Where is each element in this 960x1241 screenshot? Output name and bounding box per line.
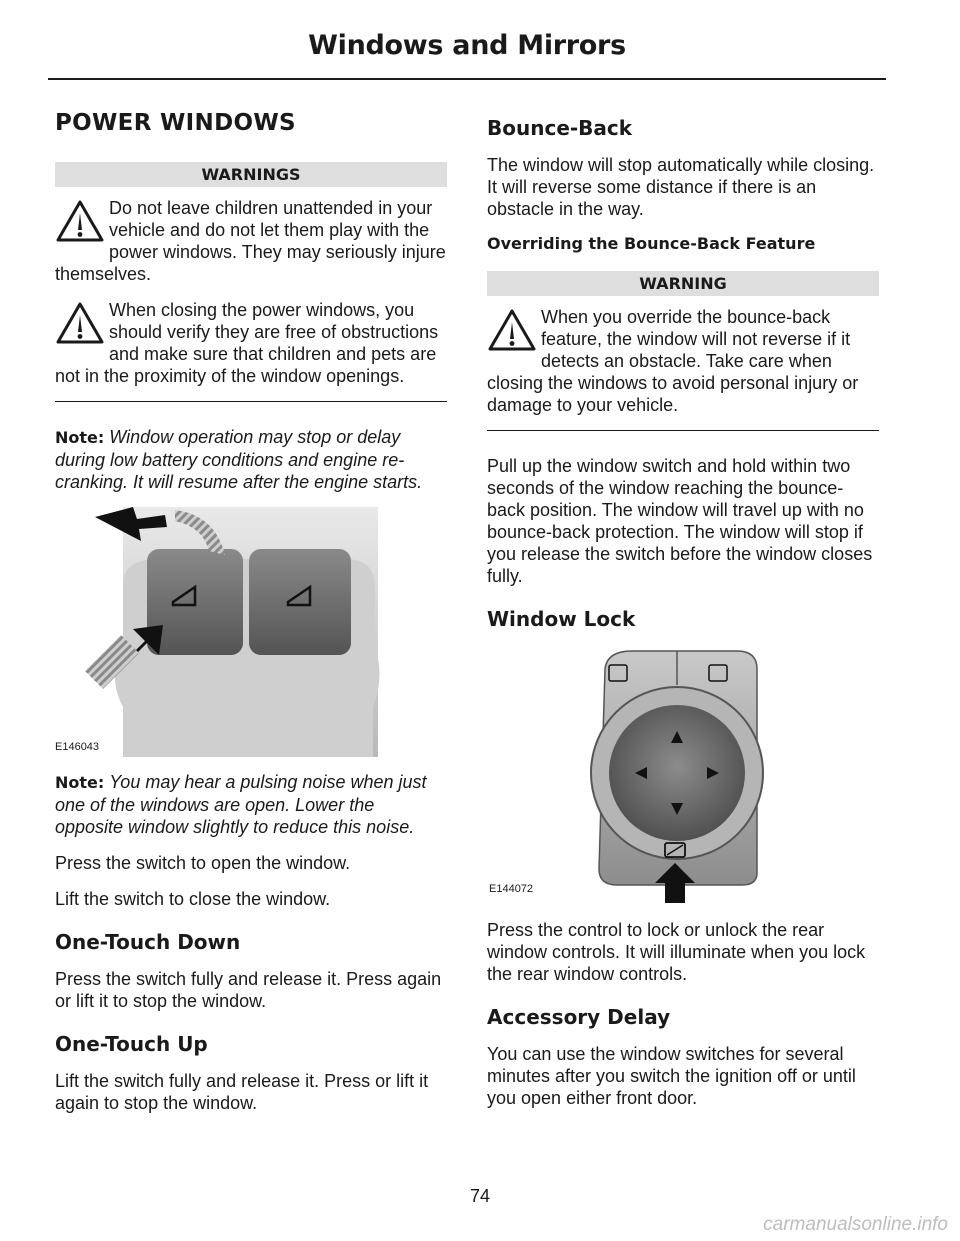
right-column — [487, 116, 879, 1123]
window-switch-figure — [55, 507, 447, 757]
warning-text: When closing the power windows, you should verify they are free of obstructions and make sure that children and pets are not in the proximity of the window openings. — [55, 300, 439, 386]
page-header — [48, 0, 886, 80]
left-column — [55, 110, 447, 1128]
watermark: carmanualsonline.info — [763, 1214, 948, 1235]
note-label: Note: — [55, 773, 105, 792]
window-lock-illustration — [487, 645, 879, 905]
figure-label: E146043 — [55, 741, 100, 753]
warning-text: Do not leave children unattended in your vehicle and do not let them play with the power windows. They may seriously injure themselves. — [55, 198, 446, 284]
note — [55, 426, 447, 493]
paragraph: You can use the window switches for several minutes after you switch the ignition off or until you open either front door. — [487, 1044, 856, 1108]
warning-item — [55, 197, 447, 285]
warning-triangle-icon — [55, 199, 105, 243]
note-text: Window operation may stop or delay during low battery conditions and engine re-cranking. It will resume after the engine starts. — [55, 427, 423, 492]
note — [55, 771, 447, 838]
paragraph: Lift the switch fully and release it. Press or lift it again to stop the window. — [55, 1071, 429, 1113]
note-text: You may hear a pulsing noise when just one of the windows are open. Lower the opposite window slightly to reduce this noise. — [55, 772, 427, 837]
warning-item — [487, 306, 879, 416]
figure-label: E144072 — [489, 883, 534, 895]
warning-triangle-icon — [55, 301, 105, 345]
divider — [55, 401, 447, 402]
subsection-title: Window Lock — [487, 607, 636, 631]
page-number: 74 — [469, 1186, 491, 1206]
warning-item — [55, 299, 447, 387]
paragraph: Press the switch to open the window. — [55, 853, 351, 873]
divider — [487, 430, 879, 431]
subsection-title: One-Touch Up — [55, 1032, 208, 1056]
paragraph: Press the switch fully and release it. Press again or lift it to stop the window. — [55, 969, 442, 1011]
warning-triangle-icon — [487, 308, 537, 352]
section-title: POWER WINDOWS — [55, 110, 296, 136]
page-header-title: Windows and Mirrors — [308, 30, 626, 61]
subsubsection-title: Overriding the Bounce-Back Feature — [487, 234, 816, 253]
window-switch-illustration — [55, 507, 447, 757]
warnings-heading: WARNINGS — [55, 162, 447, 187]
subsection-title: One-Touch Down — [55, 930, 241, 954]
subsection-title: Accessory Delay — [487, 1005, 671, 1029]
paragraph: Pull up the window switch and hold within two seconds of the window reaching the bounce-back position. The window will travel up with no bounce-back protection. The window will stop if you release the switch before the window closes fully. — [487, 456, 873, 586]
paragraph: The window will stop automatically while closing. It will reverse some distance if there is an obstacle in the way. — [487, 155, 875, 219]
warning-text: When you override the bounce-back feature, the window will not reverse if it detects an obstacle. Take care when closing the windows to avoid personal injury or damage to your vehicle. — [487, 307, 859, 415]
warning-heading: WARNING — [487, 271, 879, 296]
note-label: Note: — [55, 428, 105, 447]
paragraph: Lift the switch to close the window. — [55, 889, 331, 909]
subsection-title: Bounce-Back — [487, 116, 633, 140]
window-lock-figure — [487, 645, 879, 905]
paragraph: Press the control to lock or unlock the rear window controls. It will illuminate when you lock the rear window controls. — [487, 920, 866, 984]
